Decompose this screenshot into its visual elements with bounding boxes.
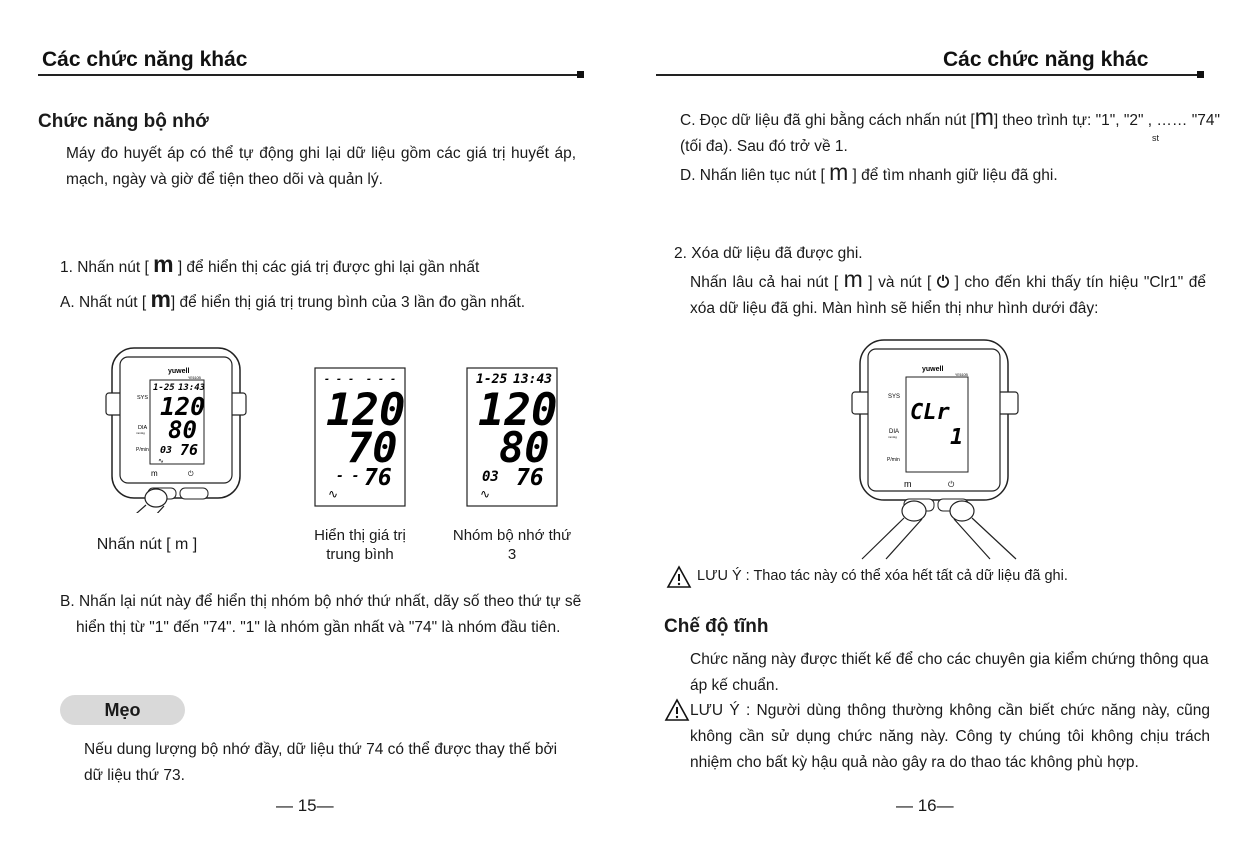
group-date: 1-25 xyxy=(476,372,508,387)
screen-pulse-value: 76 xyxy=(180,441,199,459)
memory-group-screen xyxy=(466,367,558,507)
m-button-glyph: m xyxy=(150,286,171,312)
step-a-post: ] để hiển thị giá trị trung bình của 3 lần đo gần nhất. xyxy=(170,294,526,311)
note-1: LƯU Ý : Thao tác này có thể xóa hết tất cả dữ liệu đã ghi. xyxy=(697,568,1068,584)
m-button-glyph: m xyxy=(153,251,174,277)
dia-label: DIA xyxy=(889,429,900,435)
sys-label: SYS xyxy=(137,395,149,401)
heart-wave-icon: ∿ xyxy=(158,458,164,465)
superscript-st: st xyxy=(1152,133,1160,143)
screen-sys-value: 120 xyxy=(160,392,206,421)
model-label: YE610B xyxy=(188,376,201,380)
screen-time: 13:43 xyxy=(178,383,206,393)
step-a-pre: A. Nhất nút [ xyxy=(60,294,151,311)
clear-memory-device-illustration xyxy=(840,337,1040,562)
tip-text: Nếu dung lượng bộ nhớ đầy, dữ liệu thứ 74 có thể được thay thế bởi dữ liệu thứ 73. xyxy=(84,741,558,784)
static-mode-text: Chức năng này được thiết kế để cho các chuyên gia kiểm chứng thông qua áp kế chuẩn. xyxy=(690,651,1209,694)
pressing-finger xyxy=(145,489,167,507)
group-sys-value: 120 xyxy=(478,385,558,436)
screen-dia-value: 80 xyxy=(168,416,197,444)
brand-logo: yuwell xyxy=(922,366,944,373)
power-key-label: ⏻ xyxy=(188,470,194,478)
avg-time-dashes: - - - xyxy=(366,374,397,385)
step-1-post: ] để hiển thị các giá trị được ghi lại gần nhất xyxy=(173,259,480,276)
m-key-label: m xyxy=(151,469,158,478)
memory-intro: Máy đo huyết áp có thể tự động ghi lại dữ liệu gồm các giá trị huyết áp, mạch, ngày và giờ để tiện theo dõi và quản lý. xyxy=(66,145,576,188)
m-key-label: m xyxy=(904,479,912,489)
step-1-pre: 1. Nhấn nút [ xyxy=(60,259,154,276)
right-header-rule xyxy=(656,74,1201,76)
left-header-rule xyxy=(38,74,581,76)
avg-pulse-value: 76 xyxy=(364,465,392,491)
group-caption: Nhóm bộ nhớ thứ 3 xyxy=(452,527,572,563)
memory-section-title: Chức năng bộ nhớ xyxy=(38,111,209,132)
avg-sys-value: 120 xyxy=(326,385,406,436)
step-2-pre: Nhấn lâu cả hai nút [ xyxy=(690,274,844,291)
warning-icon xyxy=(666,565,692,589)
m-button-glyph: m xyxy=(829,159,849,185)
group-time: 13:43 xyxy=(513,372,553,387)
blood-pressure-monitor-illustration xyxy=(100,343,250,513)
pmin-label: P/min xyxy=(136,447,149,453)
screen-clr-text: CLr xyxy=(910,400,950,425)
note-2: LƯU Ý : Người dùng thông thường không cần biết chức năng này, cũng không cần sử dụng chức năng này. Công ty chúng tôi không chịu trách nhiệm cho bất kỳ hậu quả nào gây ra do thao tác không phù hợp. xyxy=(690,702,1210,771)
power-key-label: ⏻ xyxy=(948,480,955,489)
right-pressing-finger xyxy=(950,501,974,521)
brand-logo: yuwell xyxy=(168,368,190,375)
group-dia-value: 80 xyxy=(499,423,550,472)
page-number-16: — 16— xyxy=(896,796,954,815)
step-c xyxy=(680,104,1220,160)
heart-wave-icon: ∿ xyxy=(328,487,339,501)
m-button-glyph: m xyxy=(843,266,863,292)
screen-memory-number: 03 xyxy=(160,445,173,456)
average-caption: Hiển thị giá trị trung bình xyxy=(314,527,406,563)
mmhg-label: mmHg xyxy=(136,431,145,435)
step-c-post: ] theo trình tự: "1", "2" , …… "74"(tối đa). Sau đó trở về 1. xyxy=(680,112,1220,155)
sys-label: SYS xyxy=(888,394,901,400)
avg-date-dashes: - - - xyxy=(324,374,355,385)
device-caption: Nhấn nút [ m ] xyxy=(96,536,198,553)
step-b: B. Nhấn lại nút này để hiển thị nhóm bộ nhớ thứ nhất, dãy số theo thứ tự sẽ hiển thị từ "1" đến "74". "1" là nhóm gần nhất và "74" là nhóm đầu tiên. xyxy=(60,593,582,636)
static-mode-title: Chế độ tĩnh xyxy=(664,616,769,637)
step-a xyxy=(60,286,525,316)
step-2-title: 2. Xóa dữ liệu đã được ghi. xyxy=(674,245,863,262)
step-2-text xyxy=(690,266,1206,322)
group-memory-number: 03 xyxy=(482,469,499,485)
screen-date: 1-25 xyxy=(153,383,175,393)
average-display-screen xyxy=(314,367,406,507)
step-2-mid: ] và nút [ xyxy=(862,274,937,291)
step-2-post: ] cho đến khi thấy tín hiệu "Clr1" để xóa dữ liệu đã ghi. Màn hình sẽ hiển thị như hình dưới đây: xyxy=(690,274,1207,317)
step-d-pre: D. Nhấn liên tục nút [ xyxy=(680,167,830,184)
avg-dia-value: 70 xyxy=(347,423,398,472)
pmin-label: P/min xyxy=(887,457,900,463)
dia-label: DIA xyxy=(138,425,148,431)
right-header-marker xyxy=(1197,71,1204,78)
right-page-header: Các chức năng khác xyxy=(943,48,1149,71)
step-c-pre: C. Đọc dữ liệu đã ghi bằng cách nhấn nút [ xyxy=(680,112,975,129)
left-header-marker xyxy=(577,71,584,78)
avg-memory-dashes: - - xyxy=(336,469,360,484)
group-pulse-value: 76 xyxy=(516,465,544,491)
step-d xyxy=(680,159,1058,189)
step-1 xyxy=(60,251,479,281)
page-number-15: — 15— xyxy=(276,796,334,815)
heart-wave-icon: ∿ xyxy=(480,487,491,501)
step-d-post: ] để tìm nhanh giữ liệu đã ghi. xyxy=(848,167,1058,184)
mmhg-label: mmHg xyxy=(888,435,897,439)
warning-icon xyxy=(664,698,690,722)
tip-label: Mẹo xyxy=(60,695,185,725)
model-label: YE610B xyxy=(955,373,968,377)
left-pressing-finger xyxy=(902,501,926,521)
left-page-header: Các chức năng khác xyxy=(42,48,248,71)
m-button-glyph: m xyxy=(974,104,994,130)
screen-clr-number: 1 xyxy=(950,425,964,450)
power-icon: ⏻ xyxy=(936,274,950,291)
